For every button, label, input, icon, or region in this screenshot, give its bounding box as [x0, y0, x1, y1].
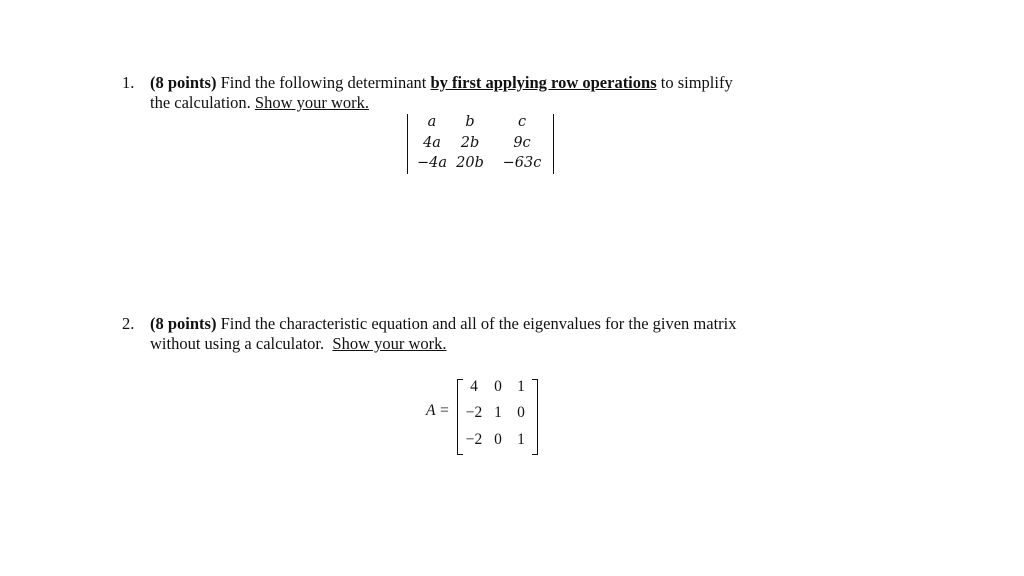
- q2-number: 2.: [122, 314, 135, 333]
- q1-show-work: Show your work.: [254, 93, 370, 112]
- q2-line2-text: without using a calculator.: [150, 334, 333, 353]
- det-cell: 9c: [513, 135, 531, 151]
- q1-line1: [150, 73, 733, 93]
- det-cell: a: [427, 114, 437, 130]
- det-cell: 20b: [456, 155, 484, 171]
- q2-text: Find the characteristic equation and all of the eigenvalues for the given matrix: [216, 314, 737, 333]
- det-cell: c: [517, 114, 527, 130]
- matrix-cell: 0: [494, 431, 502, 448]
- q1-line2-text: the calculation.: [150, 93, 255, 112]
- q1-text-b: to simplify: [656, 73, 733, 92]
- q2-show-work: Show your work.: [332, 334, 447, 353]
- det-cell: b: [465, 114, 475, 130]
- matrix-label: [426, 402, 450, 420]
- matrix-cell: 0: [494, 378, 502, 395]
- det-right-bar: [553, 114, 554, 174]
- matrix-label-text: A =: [426, 402, 450, 419]
- q1-text: Find the following determinant: [216, 73, 431, 92]
- matrix-cell: 1: [517, 378, 525, 395]
- q1-number: 1.: [122, 73, 135, 92]
- det-cell: −63c: [502, 155, 542, 171]
- q1-points: (8 points): [150, 73, 217, 92]
- det-cell: 4a: [423, 135, 441, 151]
- det-cell: 2b: [460, 135, 480, 151]
- det-cell: −4a: [416, 155, 448, 171]
- q2-points: (8 points): [150, 314, 217, 333]
- q2-line2: [150, 334, 447, 354]
- q1-line2: [150, 93, 369, 113]
- matrix-cell: 4: [470, 378, 478, 395]
- matrix-cell: −2: [465, 431, 483, 448]
- matrix-cell: 0: [517, 404, 525, 421]
- matrix-cell: 1: [494, 404, 502, 421]
- q1-emphasis: by first applying row operations: [430, 73, 657, 92]
- matrix-cell: 1: [517, 431, 525, 448]
- matrix-cell: −2: [465, 404, 483, 421]
- q2-line1: [150, 314, 737, 334]
